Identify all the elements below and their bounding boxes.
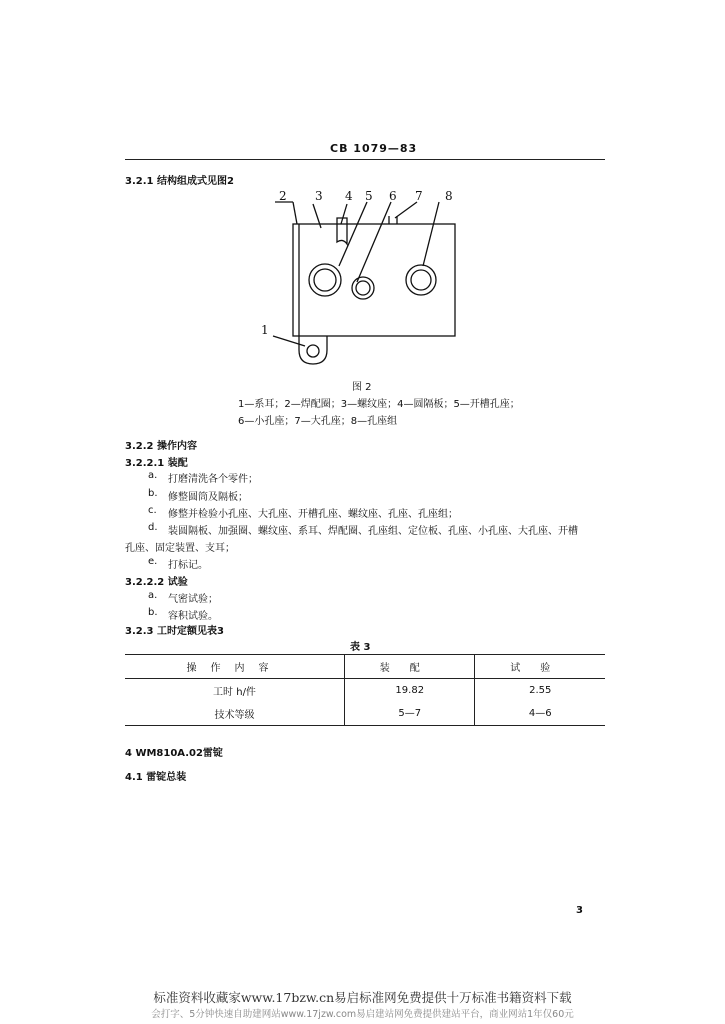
standard-code: CB 1079—83	[330, 142, 418, 155]
header-assembly: 装配	[379, 663, 440, 674]
label-6: 6	[389, 189, 397, 203]
table-row	[125, 679, 605, 703]
table-title: 表 3	[350, 642, 371, 653]
label-8: 8	[445, 189, 453, 203]
cell-test: 4—6	[475, 702, 605, 726]
label-7: 7	[415, 189, 423, 203]
list-item-mark: a.	[148, 470, 158, 481]
list-item: 气密试验；	[168, 594, 218, 605]
list-item: 打磨清洗各个零件；	[168, 474, 258, 485]
header-test: 试验	[510, 663, 571, 674]
list-item-continuation: 孔座、固定装置、支耳；	[125, 543, 235, 554]
row-label: 工时 h/件	[125, 679, 345, 703]
label-2: 2	[279, 189, 287, 203]
small-hole	[352, 277, 374, 299]
list-item-mark: b.	[148, 488, 158, 499]
list-item-mark: d.	[148, 522, 158, 533]
table-row	[125, 702, 605, 726]
cell-test: 2.55	[529, 685, 552, 696]
header-operation: 操作内容	[186, 663, 283, 674]
list-item: 修整圆筒及隔板；	[168, 492, 248, 503]
label-3: 3	[315, 189, 323, 203]
header-rule	[125, 159, 605, 160]
list-item-mark: b.	[148, 607, 158, 618]
label-4: 4	[345, 189, 353, 203]
footer-banner-line-2[interactable]: 会打字、5分钟快速自助建网站www.17jzw.com易启建站网免费提供建站平台，商业网站1年仅60元	[151, 1009, 574, 1020]
row-label: 技术等级	[125, 702, 345, 726]
cell-assembly: 5—7	[345, 702, 475, 726]
list-item-mark: c.	[148, 505, 157, 516]
list-item: 修整并检验小孔座、大孔座、开槽孔座、螺纹座、孔座、孔座组；	[168, 509, 458, 520]
labor-hours-table	[125, 654, 605, 726]
section-3-2-2: 3.2.2 操作内容	[125, 441, 197, 452]
section-3-2-2-1: 3.2.2.1 装配	[125, 458, 188, 469]
section-3-2-2-2: 3.2.2.2 试验	[125, 577, 188, 588]
page-number: 3	[576, 905, 583, 916]
section-4-1: 4.1 雷锭总装	[125, 772, 187, 783]
figure-legend-line-2: 6—小孔座；7—大孔座；8—孔座组	[238, 416, 398, 427]
list-item: 装圆隔板、加强圈、螺纹座、系耳、焊配圈、孔座组、定位板、孔座、小孔座、大孔座、开槽	[168, 526, 578, 537]
cell-assembly: 19.82	[345, 679, 475, 703]
section-3-2-3: 3.2.3 工时定额见表3	[125, 626, 224, 637]
section-3-2-1: 3.2.1 结构组成式见图2	[125, 176, 234, 187]
table-header-row	[125, 655, 605, 679]
label-1: 1	[261, 323, 269, 337]
section-4: 4 WM810A.02雷锭	[125, 748, 223, 759]
figure-2-drawing	[255, 188, 475, 370]
footer-banner-line-1[interactable]: 标准资料收藏家www.17bzw.cn易启标准网免费提供十万标准书籍资料下载	[153, 990, 572, 1005]
lug	[299, 336, 327, 364]
figure-caption: 图 2	[352, 382, 372, 393]
list-item-mark: a.	[148, 590, 158, 601]
list-item-mark: e.	[148, 556, 158, 567]
figure-legend-line-1: 1—系耳；2—焊配圈；3—螺纹座；4—圆隔板；5—开槽孔座；	[238, 399, 520, 410]
label-5: 5	[365, 189, 373, 203]
list-item: 打标记。	[168, 560, 208, 571]
list-item: 容积试验。	[168, 611, 218, 622]
